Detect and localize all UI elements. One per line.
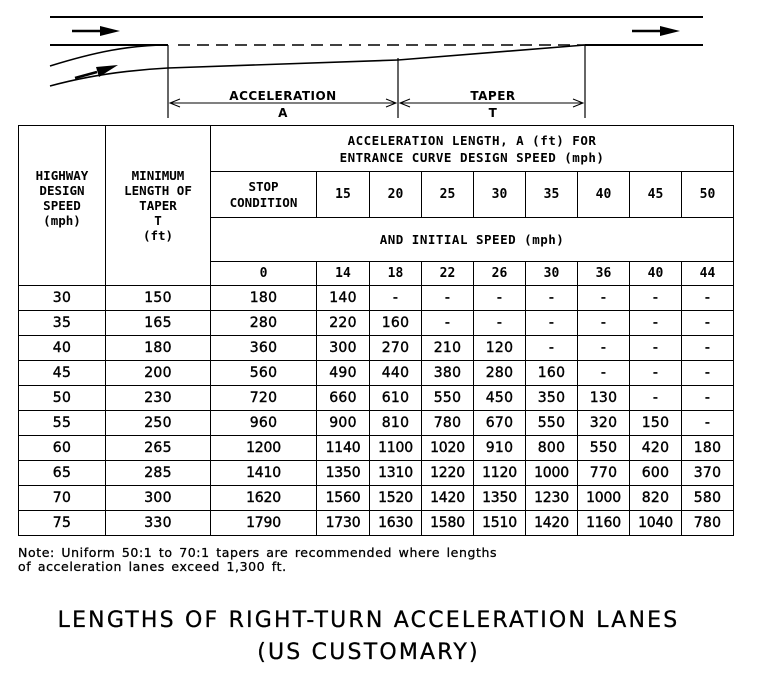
table-cell: 1310 bbox=[370, 461, 422, 486]
table-cell: - bbox=[630, 361, 682, 386]
table-cell: 120 bbox=[474, 336, 526, 361]
table-cell: - bbox=[682, 336, 734, 361]
table-cell: - bbox=[682, 386, 734, 411]
table-cell: 320 bbox=[578, 411, 630, 436]
note-line: Note: Uniform 50:1 to 70:1 tapers are recommended where lengths bbox=[18, 545, 498, 560]
table-cell: 560 bbox=[211, 361, 317, 386]
table-cell: 55 bbox=[19, 411, 106, 436]
table-cell: 35 bbox=[19, 311, 106, 336]
note-line: of acceleration lanes exceed 1,300 ft. bbox=[18, 559, 287, 574]
table-cell: 180 bbox=[106, 336, 211, 361]
table-row bbox=[19, 461, 734, 486]
initial-speed-value: 18 bbox=[370, 262, 422, 286]
table-cell: 330 bbox=[106, 511, 211, 536]
table-cell: 265 bbox=[106, 436, 211, 461]
minimum-taper-length-header: MINIMUM LENGTH OF TAPER T (ft) bbox=[106, 126, 211, 286]
table-cell: 285 bbox=[106, 461, 211, 486]
table-cell: - bbox=[682, 311, 734, 336]
table-cell: 770 bbox=[578, 461, 630, 486]
taper-label: TAPER bbox=[470, 89, 516, 103]
table-cell: 350 bbox=[526, 386, 578, 411]
table-cell: - bbox=[422, 286, 474, 311]
table-cell: - bbox=[474, 286, 526, 311]
table-cell: 370 bbox=[682, 461, 734, 486]
table-cell: 75 bbox=[19, 511, 106, 536]
curve-speed-header: 50 bbox=[682, 172, 734, 218]
table-row bbox=[19, 311, 734, 336]
table-cell: 550 bbox=[526, 411, 578, 436]
table-cell: 65 bbox=[19, 461, 106, 486]
table-cell: 1000 bbox=[578, 486, 630, 511]
table-cell: - bbox=[682, 411, 734, 436]
table-cell: - bbox=[578, 361, 630, 386]
table-row bbox=[19, 386, 734, 411]
table-row bbox=[19, 411, 734, 436]
table-cell: 180 bbox=[211, 286, 317, 311]
curve-speed-header: 25 bbox=[422, 172, 474, 218]
table-cell: 440 bbox=[370, 361, 422, 386]
table-cell: 1120 bbox=[474, 461, 526, 486]
table-cell: 1560 bbox=[317, 486, 370, 511]
table-cell: 270 bbox=[370, 336, 422, 361]
table-cell: 300 bbox=[317, 336, 370, 361]
table-cell: 670 bbox=[474, 411, 526, 436]
table-cell: 1580 bbox=[422, 511, 474, 536]
initial-speed-value: 40 bbox=[630, 262, 682, 286]
table-cell: 1420 bbox=[526, 511, 578, 536]
direction-arrow-icon bbox=[660, 26, 680, 36]
table-row bbox=[19, 436, 734, 461]
table-cell: 780 bbox=[682, 511, 734, 536]
ramp-arrow-icon bbox=[96, 65, 118, 77]
initial-speed-value: 36 bbox=[578, 262, 630, 286]
curve-speed-header: 20 bbox=[370, 172, 422, 218]
table-cell: 160 bbox=[370, 311, 422, 336]
table-cell: 1160 bbox=[578, 511, 630, 536]
table-cell: 810 bbox=[370, 411, 422, 436]
figure-subtitle: (US CUSTOMARY) bbox=[257, 640, 480, 665]
table-cell: 720 bbox=[211, 386, 317, 411]
table-cell: 1230 bbox=[526, 486, 578, 511]
table-cell: 450 bbox=[474, 386, 526, 411]
curve-speed-header: 40 bbox=[578, 172, 630, 218]
table-row bbox=[19, 486, 734, 511]
table-cell: 130 bbox=[578, 386, 630, 411]
initial-speed-value: 14 bbox=[317, 262, 370, 286]
curve-speed-header: 30 bbox=[474, 172, 526, 218]
table-cell: 200 bbox=[106, 361, 211, 386]
table-cell: 1350 bbox=[317, 461, 370, 486]
table-cell: 300 bbox=[106, 486, 211, 511]
table-cell: 180 bbox=[682, 436, 734, 461]
table-cell: 910 bbox=[474, 436, 526, 461]
table-cell: - bbox=[526, 286, 578, 311]
table-cell: 165 bbox=[106, 311, 211, 336]
acceleration-label: ACCELERATION bbox=[229, 89, 337, 103]
table-cell: - bbox=[578, 311, 630, 336]
table-cell: - bbox=[682, 361, 734, 386]
table-cell: - bbox=[630, 336, 682, 361]
table-cell: 490 bbox=[317, 361, 370, 386]
initial-speed-value: 30 bbox=[526, 262, 578, 286]
table-cell: 280 bbox=[211, 311, 317, 336]
table-cell: 380 bbox=[422, 361, 474, 386]
table-cell: - bbox=[682, 286, 734, 311]
table-row bbox=[19, 286, 734, 311]
initial-speed-value: 44 bbox=[682, 262, 734, 286]
initial-speed-value: 26 bbox=[474, 262, 526, 286]
table-cell: 1620 bbox=[211, 486, 317, 511]
stop-condition-header: STOP CONDITION bbox=[211, 172, 317, 218]
table-cell: 1350 bbox=[474, 486, 526, 511]
table-cell: 420 bbox=[630, 436, 682, 461]
acceleration-lane-edge bbox=[168, 60, 398, 68]
curve-speed-header: 35 bbox=[526, 172, 578, 218]
table-cell: - bbox=[578, 286, 630, 311]
table-cell: - bbox=[474, 311, 526, 336]
table-cell: - bbox=[630, 286, 682, 311]
table-cell: 150 bbox=[630, 411, 682, 436]
table-cell: 1790 bbox=[211, 511, 317, 536]
table-cell: - bbox=[630, 386, 682, 411]
table-cell: 1100 bbox=[370, 436, 422, 461]
table-cell: 1420 bbox=[422, 486, 474, 511]
initial-speed-value: 0 bbox=[211, 262, 317, 286]
table-cell: 230 bbox=[106, 386, 211, 411]
ramp-curve bbox=[50, 45, 168, 66]
table-cell: 50 bbox=[19, 386, 106, 411]
direction-arrow-icon bbox=[100, 26, 120, 36]
table-cell: 800 bbox=[526, 436, 578, 461]
table-note bbox=[18, 546, 718, 574]
highway-design-speed-header: HIGHWAY DESIGN SPEED (mph) bbox=[19, 126, 106, 286]
figure-title: LENGTHS OF RIGHT-TURN ACCELERATION LANES bbox=[57, 608, 680, 633]
table-cell: - bbox=[526, 336, 578, 361]
table-cell: 1000 bbox=[526, 461, 578, 486]
table-cell: 1140 bbox=[317, 436, 370, 461]
table-cell: 45 bbox=[19, 361, 106, 386]
table-cell: 1730 bbox=[317, 511, 370, 536]
table-cell: 600 bbox=[630, 461, 682, 486]
ramp-curve bbox=[50, 68, 168, 86]
table-cell: - bbox=[422, 311, 474, 336]
table-cell: 40 bbox=[19, 336, 106, 361]
initial-speed-value: 22 bbox=[422, 262, 474, 286]
table-row bbox=[19, 511, 734, 536]
table-body bbox=[19, 286, 734, 536]
table-cell: - bbox=[370, 286, 422, 311]
table-cell: 780 bbox=[422, 411, 474, 436]
table-cell: 1510 bbox=[474, 511, 526, 536]
table-cell: 1520 bbox=[370, 486, 422, 511]
table-cell: 160 bbox=[526, 361, 578, 386]
table-cell: - bbox=[526, 311, 578, 336]
table-cell: 900 bbox=[317, 411, 370, 436]
table-row bbox=[19, 361, 734, 386]
curve-speed-header: 15 bbox=[317, 172, 370, 218]
table-cell: 150 bbox=[106, 286, 211, 311]
curve-speed-header: 45 bbox=[630, 172, 682, 218]
table-cell: 60 bbox=[19, 436, 106, 461]
table-cell: 1630 bbox=[370, 511, 422, 536]
table-cell: 30 bbox=[19, 286, 106, 311]
table-cell: 140 bbox=[317, 286, 370, 311]
table-row bbox=[19, 336, 734, 361]
acceleration-symbol: A bbox=[278, 106, 288, 120]
initial-speed-header: AND INITIAL SPEED (mph) bbox=[211, 218, 734, 262]
table-cell: 1040 bbox=[630, 511, 682, 536]
table-cell: 610 bbox=[370, 386, 422, 411]
acceleration-lane-diagram bbox=[0, 0, 763, 125]
table-cell: - bbox=[578, 336, 630, 361]
table-cell: 1020 bbox=[422, 436, 474, 461]
table-cell: 1200 bbox=[211, 436, 317, 461]
taper-edge bbox=[398, 45, 585, 60]
table-cell: 210 bbox=[422, 336, 474, 361]
table-cell: 1410 bbox=[211, 461, 317, 486]
table-cell: 250 bbox=[106, 411, 211, 436]
table-cell: 220 bbox=[317, 311, 370, 336]
table-cell: 360 bbox=[211, 336, 317, 361]
table-cell: 820 bbox=[630, 486, 682, 511]
acceleration-length-header: ACCELERATION LENGTH, A (ft) FOR ENTRANCE CURVE DESIGN SPEED (mph) bbox=[211, 126, 734, 172]
table-cell: 550 bbox=[578, 436, 630, 461]
acceleration-length-table bbox=[18, 125, 734, 536]
table-cell: 280 bbox=[474, 361, 526, 386]
table-cell: 70 bbox=[19, 486, 106, 511]
table-cell: 1220 bbox=[422, 461, 474, 486]
table-cell: 550 bbox=[422, 386, 474, 411]
table-cell: 660 bbox=[317, 386, 370, 411]
table-cell: 580 bbox=[682, 486, 734, 511]
taper-symbol: T bbox=[488, 106, 498, 120]
table-cell: - bbox=[630, 311, 682, 336]
table-cell: 960 bbox=[211, 411, 317, 436]
